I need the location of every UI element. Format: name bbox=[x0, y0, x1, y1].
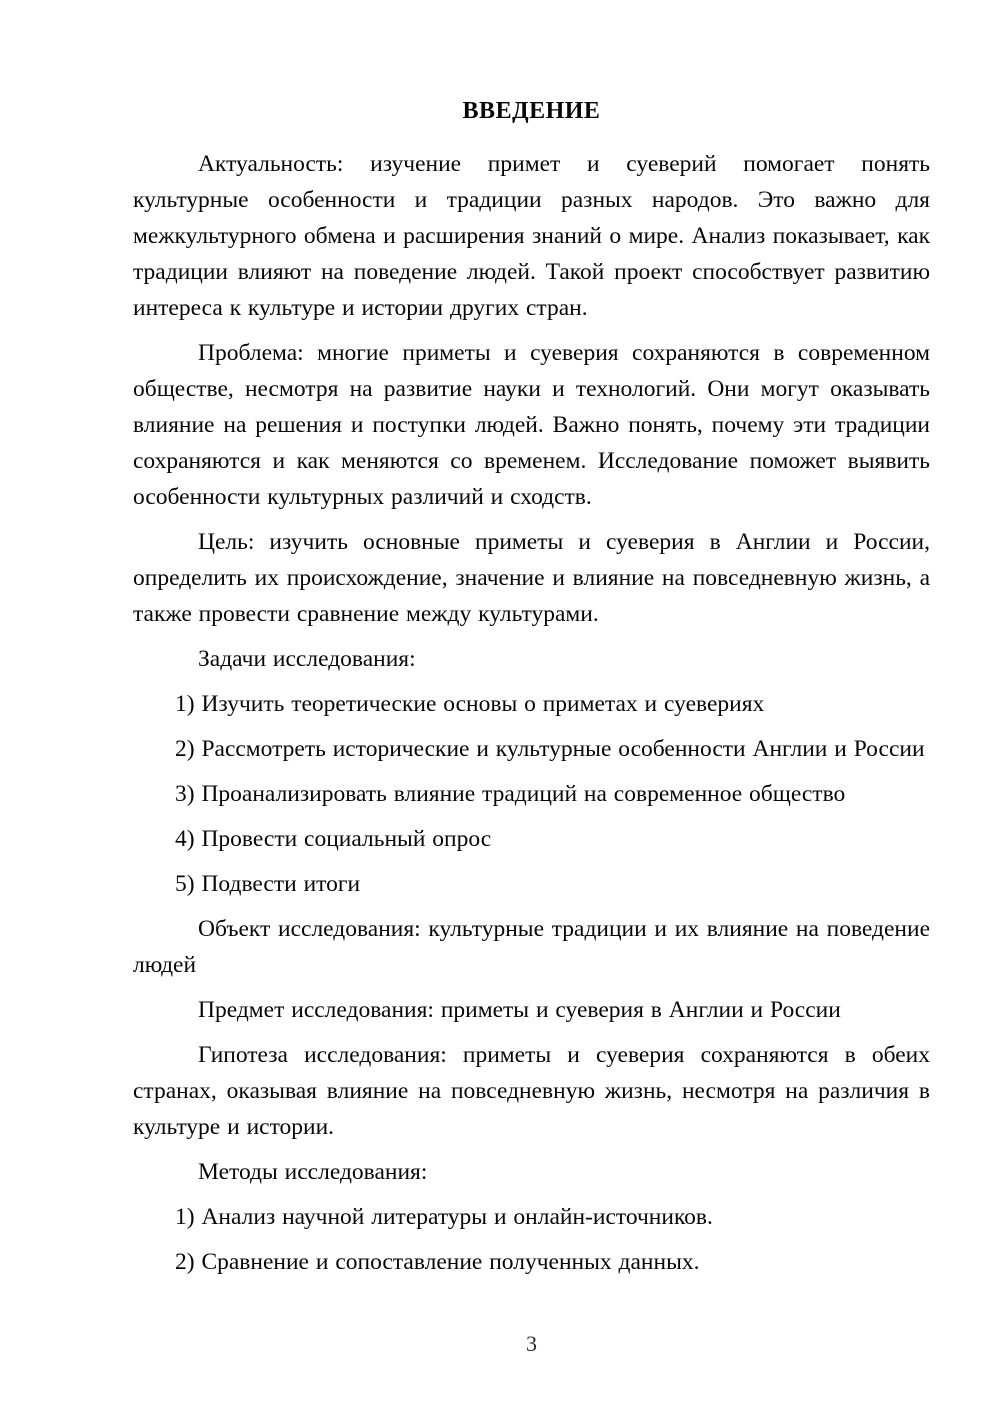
page-number: 3 bbox=[526, 1331, 537, 1356]
task-item-3: 3) Проанализировать влияние традиций на современное общество bbox=[175, 781, 846, 807]
paragraph-problem: Проблема: многие приметы и суеверия сохраняются в современном обществе, несмотря на развитие науки и технологий. Они могут оказывать влияние на решения и поступки людей. Важно понять, почему эти традиции сохраняются и как меняются со временем. Исследование поможет выявить особенности культурных различий и сходств. bbox=[133, 340, 930, 510]
tasks-heading: Задачи исследования: bbox=[198, 646, 416, 672]
method-item-2: 2) Сравнение и сопоставление полученных данных. bbox=[175, 1249, 700, 1275]
paragraph-goal: Цель: изучить основные приметы и суеверия в Англии и России, определить их происхождение, значение и влияние на повседневную жизнь, а также провести сравнение между культурами. bbox=[133, 529, 930, 627]
paragraph-hypothesis: Гипотеза исследования: приметы и суеверия сохраняются в обеих странах, оказывая влияние на повседневную жизнь, несмотря на различия в культуре и истории. bbox=[133, 1042, 930, 1140]
page-title: ВВЕДЕНИЕ bbox=[462, 98, 601, 124]
task-item-4: 4) Провести социальный опрос bbox=[175, 826, 492, 852]
methods-heading: Методы исследования: bbox=[198, 1159, 428, 1185]
task-item-5: 5) Подвести итоги bbox=[175, 871, 361, 897]
paragraph-subject: Предмет исследования: приметы и суеверия в Англии и России bbox=[198, 997, 841, 1023]
task-item-2: 2) Рассмотреть исторические и культурные особенности Англии и России bbox=[175, 736, 925, 762]
page-content bbox=[133, 97, 930, 1289]
paragraph-object: Объект исследования: культурные традиции и их влияние на поведение людей bbox=[133, 916, 930, 978]
task-item-1: 1) Изучить теоретические основы о приметах и суевериях bbox=[175, 691, 765, 717]
method-item-1: 1) Анализ научной литературы и онлайн-источников. bbox=[175, 1204, 713, 1230]
paragraph-relevance: Актуальность: изучение примет и суеверий помогает понять культурные особенности и традиции разных народов. Это важно для межкультурного обмена и расширения знаний о мире. Анализ показывает, как традиции влияют на поведение людей. Такой проект способствует развитию интереса к культуре и истории других стран. bbox=[133, 151, 930, 321]
